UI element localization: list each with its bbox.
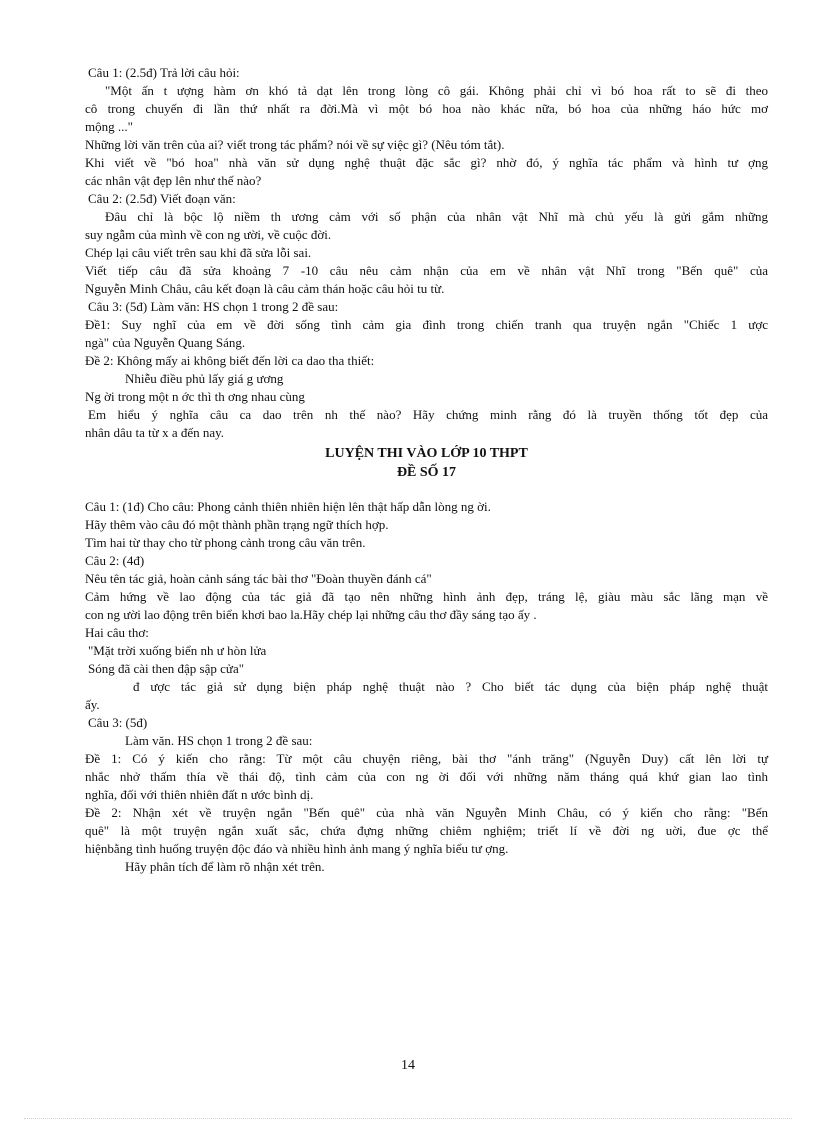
text-line: Câu 1: (1đ) Cho câu: Phong cảnh thiên nhiên hiện lên thật hấp dẫn lòng ng ời. — [85, 499, 491, 514]
text-line: Đề1: Suy nghĩ của em về đời sống tình cảm gia đình trong chiến tranh qua truyện ngắn "Chiếc 1 ược — [85, 317, 768, 332]
text-line: Đề 2: Không mấy ai không biết đến lời ca dao tha thiết: — [85, 353, 375, 368]
text-line: Ng ời trong một n ớc thì th ơng nhau cùng — [85, 389, 305, 404]
page-number: 14 — [401, 1058, 415, 1073]
text-line: nhân dâu ta từ x a đến nay. — [85, 425, 225, 440]
exam-section-2 — [85, 498, 768, 876]
text-line: Đâu chỉ là bộc lộ niềm th ương cảm với số phận của nhân vật Nhĩ mà chủ yếu là gửi gắm những — [105, 209, 768, 224]
text-line: Em hiểu ý nghĩa câu ca dao trên nh thế nào? Hãy chứng minh rằng đó là truyền thống tốt đẹp của — [88, 407, 768, 422]
page-footer-divider — [24, 1118, 792, 1119]
text-line: mộng ..." — [85, 119, 133, 134]
text-line: Đề 1: Có ý kiến cho rằng: Từ một câu chuyện riêng, bài thơ "ánh trăng" (Nguyễn Duy) cất lên lời tự — [85, 751, 768, 766]
text-line: Hãy phân tích để làm rõ nhận xét trên. — [125, 859, 325, 874]
text-line: hiệnbằng tình huống truyện độc đáo và nhiều hình ảnh mang ý nghĩa biểu tư ợng. — [85, 841, 509, 856]
text-line: "Một ấn t ượng hàm ơn khó tả dạt lên trong lòng cô gái. Không phải chỉ vì bó hoa rất to sẽ đi theo — [105, 83, 768, 98]
text-line: cô trong chuyến đi lần thứ nhất ra đời.Mà vì một bó hoa nào khác nữa, bó hoa của những háo hức mơ — [85, 101, 768, 116]
text-line: Nhiễu điều phủ lấy giá g ương — [125, 371, 284, 386]
text-line: Đề 2: Nhận xét về truyện ngắn "Bến quê" của nhà văn Nguyễn Minh Châu, có ý kiến cho rằng: "Bến — [85, 805, 768, 820]
text-line: Hai câu thơ: — [85, 625, 149, 640]
exam-heading-title: LUYỆN THI VÀO LỚP 10 THPT — [325, 446, 528, 461]
document-page — [85, 64, 768, 876]
text-line: đ ược tác giả sử dụng biện pháp nghệ thuật nào ? Cho biết tác dụng của biện pháp nghệ thuật — [133, 679, 768, 694]
text-line: Sóng đã cài then đập sập cửa" — [88, 661, 245, 676]
text-line: Câu 3: (5đ) — [88, 715, 148, 730]
text-line: quê" là một truyện ngắn xuất sắc, chứa đựng những chiêm nghiệm; triết lí về đời ng uời, đue ợc thể — [85, 823, 768, 838]
text-line: suy ngẫm của mình về con ng ười, về cuộc đời. — [85, 227, 332, 242]
text-line: ngà" của Nguyễn Quang Sáng. — [85, 335, 246, 350]
exam-section-1 — [85, 64, 768, 442]
text-line: Làm văn. HS chọn 1 trong 2 đề sau: — [125, 733, 313, 748]
exam-heading-number: ĐỀ SỐ 17 — [396, 465, 457, 480]
text-line: ấy. — [85, 697, 100, 712]
text-line: nhắc nhở thấm thía về thái độ, tình cảm của con ng ời đối với những năm tháng quá khứ gian lao tình — [85, 769, 768, 784]
text-line: nghĩa, đối với thiên nhiên đất n ước bình dị. — [85, 787, 314, 802]
text-line: Câu 2: (2.5đ) Viết đoạn văn: — [88, 191, 236, 206]
text-line: Cảm hứng về lao động của tác giả đã tạo nên những hình ảnh đẹp, tráng lệ, giàu màu sắc lãng mạn về — [85, 589, 768, 604]
text-line: Câu 2: (4đ) — [85, 553, 145, 568]
text-line: Chép lại câu viết trên sau khi đã sửa lỗi sai. — [85, 245, 312, 260]
text-line: Câu 3: (5đ) Làm văn: HS chọn 1 trong 2 đề sau: — [88, 299, 339, 314]
text-line: Nguyễn Minh Châu, câu kết đoạn là câu cảm thán hoặc câu hỏi tu từ. — [85, 281, 445, 296]
text-line: "Mặt trời xuống biển nh ư hòn lửa — [88, 643, 267, 658]
text-line: Hãy thêm vào câu đó một thành phần trạng ngữ thích hợp. — [85, 517, 389, 532]
text-line: Viết tiếp câu đã sửa khoảng 7 -10 câu nêu cảm nhận của em về nhân vật Nhĩ trong "Bến quê" của — [85, 263, 768, 278]
text-line: Tìm hai từ thay cho từ phong cảnh trong câu văn trên. — [85, 535, 366, 550]
text-line: Câu 1: (2.5đ) Trả lời câu hỏi: — [88, 65, 240, 80]
text-line: Những lời văn trên của ai? viết trong tác phẩm? nói về sự việc gì? (Nêu tóm tắt). — [85, 137, 505, 152]
text-line: Khi viết về "bó hoa" nhà văn sử dụng nghệ thuật đặc sắc gì? nhờ đó, ý nghĩa tác phẩm và hình tư ợng — [85, 155, 768, 170]
text-line: con ng ười lao động trên biển khơi bao la.Hãy chép lại những câu thơ đầy sáng tạo ấy . — [85, 607, 537, 622]
text-line: Nêu tên tác giả, hoàn cảnh sáng tác bài thơ "Đoàn thuyền đánh cá" — [85, 571, 432, 586]
text-line: các nhân vật đẹp lên như thế nào? — [85, 173, 262, 188]
